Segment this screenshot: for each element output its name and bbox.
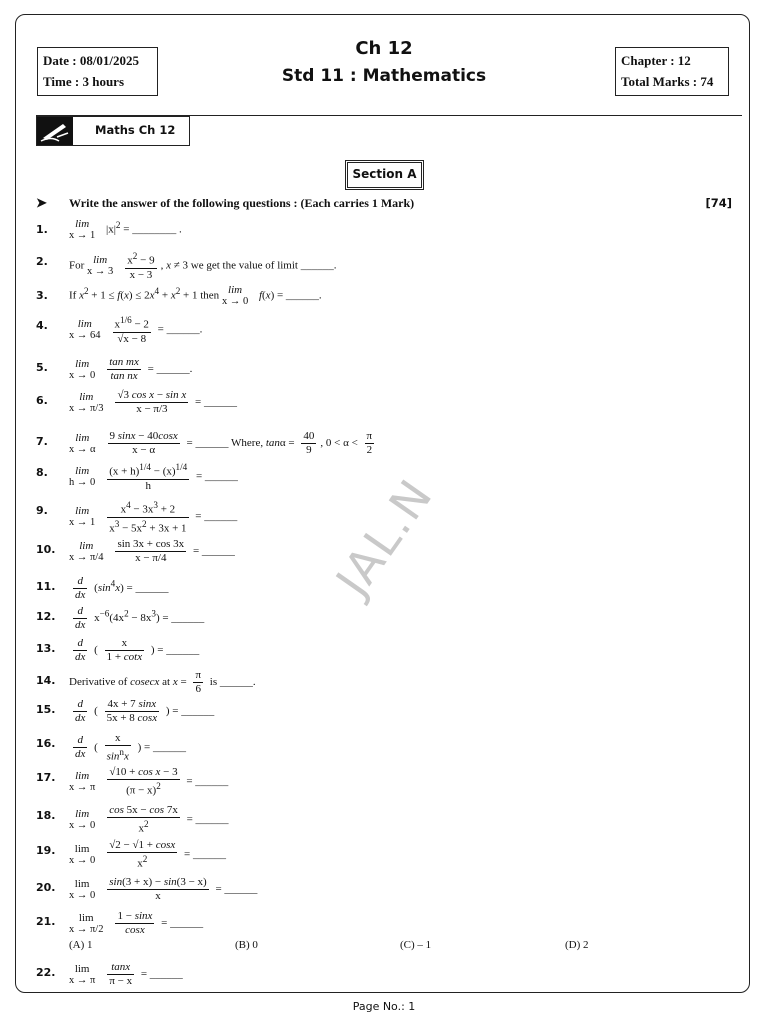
topic-tag: [36, 116, 190, 146]
arrow-bullet-icon: ➤: [36, 195, 47, 210]
question-text: lim x → 1 $|x|^2$ = ________ .: [69, 218, 182, 241]
question-text: lim x → 0 $\frac{\text{tan mx}}{\text{tan nx}}$ = ______.: [69, 356, 193, 382]
pen-writing-icon: [37, 117, 73, 145]
question-number: 10.: [36, 543, 56, 556]
chapter-title: Ch 12: [355, 38, 413, 59]
question-text: $\frac{d}{dx}$ ( $\frac{4x + 7 \sin x}{5x + 8 \cos x}$ ) = ______: [75, 698, 215, 724]
subject-title: Std 11 : Mathematics: [281, 66, 487, 86]
question-text: $\frac{d}{dx}$ ( $\frac{x}{1 + \cot x}$ ) = ______: [75, 637, 200, 663]
question-text: lim x → π $\frac{\text{√10 + cos x − 3}}{(\pi - x)^2}$ = ______: [69, 766, 229, 797]
option-d: (D) 2: [565, 939, 589, 951]
chapter-marks-box: [615, 47, 729, 96]
question-text: $\frac{d}{dx}$ $(\sin^4x)$ = ______: [75, 575, 169, 601]
question-text: lim x → 0 $\frac{\cos 5x - \cos 7x}{x^2}$ = ______: [69, 804, 229, 835]
section-heading: Section A: [347, 162, 422, 188]
question-text: Derivative of cosecx at x = $\frac{\pi}{6}$ is ______.: [69, 669, 256, 695]
question-text: lim x → 0 $\frac{√2 - √1 + \cos x}{x^2}$ = ______: [69, 839, 226, 870]
question-text: lim x → π/2 $\frac{1 - \sin x}{\cos x}$ = ______: [69, 910, 204, 936]
question-number: 14.: [36, 674, 56, 687]
date-label: Date : 08/01/2025: [43, 53, 140, 68]
question-number: 6.: [36, 394, 48, 407]
question-number: 3.: [36, 289, 48, 302]
question-number: 21.: [36, 915, 56, 928]
question-number: 9.: [36, 504, 48, 517]
question-number: 17.: [36, 771, 56, 784]
question-text: lim x → 1 $\frac{x^4 - 3x^3 + 2}{x^3 - 5x^2 + 3x + 1}$ = ______: [69, 500, 238, 535]
question-text: lim x → π $\frac{\tan x}{\pi - x}$ = ______: [69, 961, 183, 987]
question-number: 18.: [36, 809, 56, 822]
question-text: lim x → 64 $\frac{x^{1/6} - 2}{√x - 8}$ = ______.: [69, 315, 203, 345]
total-marks-label: Total Marks : 74: [621, 74, 714, 89]
question-text: $\frac{d}{dx}$ $x^{-6}(4x^2 - 8x^3)$ = ______: [75, 605, 205, 631]
question-number: 12.: [36, 610, 56, 623]
question-number: 11.: [36, 580, 56, 593]
question-number: 16.: [36, 737, 56, 750]
instruction-text: Write the answer of the following questions : (Each carries 1 Mark): [69, 196, 415, 210]
page-number: Page No.: 1: [352, 1000, 416, 1013]
time-label: Time : 3 hours: [43, 74, 125, 89]
question-number: 5.: [36, 361, 48, 374]
option-b: (B) 0: [235, 939, 258, 951]
chapter-label: Chapter : 12: [621, 53, 691, 68]
question-number: 15.: [36, 703, 56, 716]
question-number: 19.: [36, 844, 56, 857]
option-a: (A) 1: [69, 939, 93, 951]
question-number: 13.: [36, 642, 56, 655]
question-text: lim x → 0 $\frac{\sin(3 + x) - \sin(3 - x)}{x}$ = ______: [69, 876, 258, 902]
question-text: lim x → α $\frac{9 \sin x - 40\cos x}{x - \alpha}$ = ______ Where, tanα = $\frac{40}{9}$ , 0 < α < $\frac{\pi}{2}$: [69, 430, 373, 456]
question-text: If $x^2 + 1 \le f(x) \le 2x^4 + x^2 + 1$ then lim x → 0 f(x) = ______.: [69, 284, 322, 307]
watermark: JAL.N: [325, 468, 444, 606]
question-text: lim x → π/4 $\frac{\sin 3x + \cos 3x}{x - \pi/4}$ = ______: [69, 538, 235, 564]
option-c: (C) – 1: [400, 939, 432, 951]
question-number: 4.: [36, 319, 48, 332]
question-number: 1.: [36, 223, 48, 236]
question-text: lim x → π/3 $\frac{\text{√3 cos x − sin x}}{x - \pi/3}$ = ______: [69, 389, 237, 415]
question-text: lim h → 0 $\frac{(x + h)^{1/4} - (x)^{1/4}}{h}$ = ______: [69, 462, 238, 492]
instruction-marks: [74]: [705, 196, 732, 210]
question-number: 8.: [36, 466, 48, 479]
question-number: 7.: [36, 435, 48, 448]
question-text: For lim x → 3 $\frac{x^2 - 9}{x - 3}$ , x ≠ 3 we get the value of limit ______.: [69, 251, 337, 281]
question-text: $\frac{d}{dx}$ ( $\frac{x}{\sin^nx}$ ) = ______: [75, 732, 186, 763]
question-number: 2.: [36, 255, 48, 268]
topic-tag-label: Maths Ch 12: [95, 123, 176, 137]
question-number: 22.: [36, 966, 56, 979]
question-number: 20.: [36, 881, 56, 894]
